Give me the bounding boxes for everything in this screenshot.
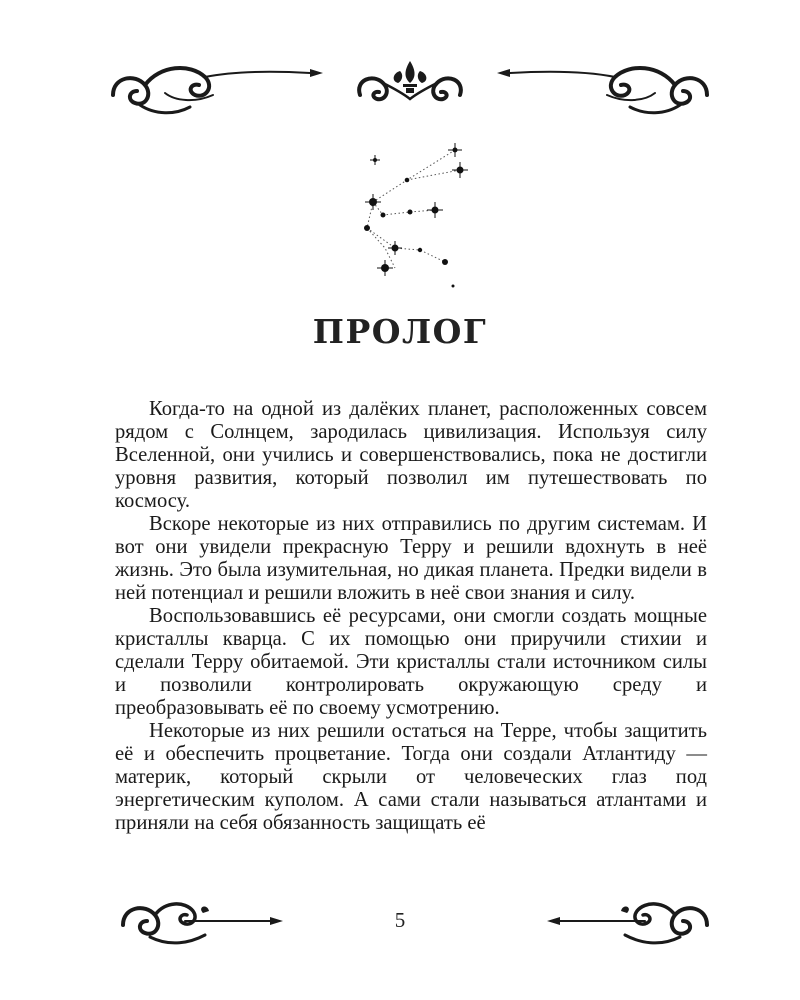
page-title: ПРОЛОГ (312, 312, 488, 351)
paragraph: Воспользовавшись её ресурсами, они смогли создать мощные кристаллы кварца. С их помощью они приручили стихии и сделали Терру обитаемой. Эти кристаллы стали источником силы и позволили контролировать окружающую среду и преобразовывать её по своему усмотрению. (115, 605, 707, 719)
top-flourish-ornament (105, 55, 715, 120)
paragraph: Вскоре некоторые из них отправились по другим системам. И вот они увидели прекрасную Терру и решили вдохнуть в неё жизнь. Это была изумительная, но дикая планета. Предки видели в ней потенциал и решили вложить в неё свои знания и силу. (115, 513, 707, 604)
paragraph: Некоторые из них решили остаться на Терре, чтобы защитить её и обеспечить процветание. Тогда они создали Атлантиду — материк, который скрыли от человеческих глаз под энергетическим куполом. А сами стали называться атлантами и приняли на себя обязанность защищать её (115, 720, 707, 834)
constellation-illustration (335, 140, 475, 290)
body-text (115, 398, 707, 835)
paragraph: Когда-то на одной из далёких планет, расположенных совсем рядом с Солнцем, зародилась цивилизация. Используя силу Вселенной, они учились и совершенствовались, пока не достигли уровня развития, который позволил им путешествовать по космосу. (115, 398, 707, 512)
page-number: 5 (394, 908, 406, 932)
